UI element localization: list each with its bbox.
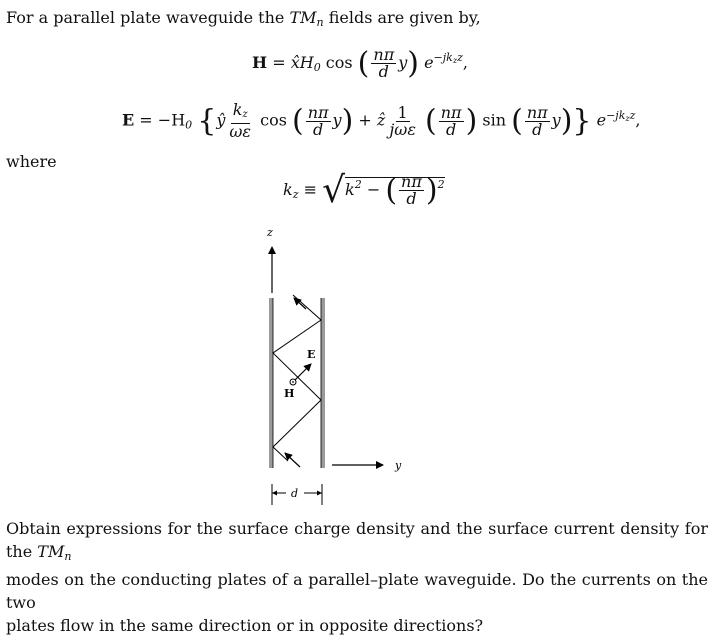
intro-suffix: fields are given by, xyxy=(323,8,481,27)
d-label: d xyxy=(291,487,299,500)
z-subscript: z xyxy=(242,109,248,120)
fraction-denominator: d xyxy=(378,62,389,81)
fraction-npi-d-1 xyxy=(306,102,331,139)
right-brace: } xyxy=(572,103,592,139)
equiv-sign: ≡ xyxy=(298,180,323,199)
denominator-3: d xyxy=(532,119,543,139)
intro-text xyxy=(6,8,481,29)
exp-power: −jk xyxy=(433,51,453,64)
fraction-1-jwe xyxy=(387,102,418,139)
numerator-3: nπ xyxy=(526,102,548,122)
y-variable: y xyxy=(551,110,561,130)
kz-subscript: z xyxy=(292,188,299,201)
equation-e xyxy=(122,102,640,140)
e-vector-symbol: E xyxy=(122,110,135,130)
e-label: E xyxy=(307,348,316,361)
left-paren: ( xyxy=(425,103,437,139)
exponent xyxy=(434,51,463,64)
tm-label: TM xyxy=(289,8,317,27)
right-paren: ) xyxy=(465,103,478,139)
yhat: ŷ xyxy=(216,110,226,130)
fraction-npi-d-2 xyxy=(439,102,464,139)
k-symbol: k xyxy=(232,100,243,119)
d-arrowhead-right xyxy=(317,491,322,496)
right-paren: ) xyxy=(425,173,438,208)
y-axis-label: y xyxy=(395,459,402,472)
k-symbol: k xyxy=(345,180,355,199)
fraction-npi-d-3 xyxy=(525,102,550,139)
left-plate xyxy=(269,298,273,468)
question-paragraph xyxy=(6,517,708,637)
ray-arrow-top xyxy=(294,298,306,309)
right-paren: ) xyxy=(341,103,354,139)
tm-subscript: n xyxy=(64,550,72,563)
comma: , xyxy=(462,53,468,72)
tm-label: TM xyxy=(37,542,65,561)
question-line-3: plates flow in the same direction or in opposite directions? xyxy=(6,616,484,635)
k-squared: 2 xyxy=(354,178,362,191)
right-plate xyxy=(321,298,325,468)
y-variable: y xyxy=(332,110,342,130)
intro-prefix: For a parallel plate waveguide the xyxy=(6,8,290,27)
h-field-center xyxy=(292,381,294,383)
cos-function: cos xyxy=(320,53,353,72)
exp-base: e xyxy=(596,110,607,130)
one-numerator: 1 xyxy=(397,102,408,122)
fraction-npi-d xyxy=(371,47,396,80)
h-vector-symbol: H xyxy=(252,53,268,72)
waveguide-figure xyxy=(248,225,418,510)
d-arrowhead-left xyxy=(272,491,277,496)
denominator-2: d xyxy=(446,119,457,139)
h0-subscript: 0 xyxy=(313,61,321,74)
right-paren: ) xyxy=(407,46,419,81)
numerator-2: nπ xyxy=(440,102,462,122)
denominator: d xyxy=(406,189,417,208)
xhat-h0: x̂H xyxy=(290,53,314,72)
numerator: nπ xyxy=(401,172,422,191)
exp-tail: z xyxy=(629,108,636,122)
y-variable: y xyxy=(398,53,408,72)
squared: 2 xyxy=(437,178,445,191)
exp-base: e xyxy=(424,53,434,72)
question-line-1-text: Obtain expressions for the surface charge density and the surface current density for the xyxy=(6,519,708,561)
e-field-arrow xyxy=(293,364,311,382)
comma: , xyxy=(635,110,641,130)
fraction-kz-we xyxy=(227,102,253,140)
left-paren: ( xyxy=(357,46,370,81)
kz-symbol: k xyxy=(283,180,293,199)
tm-subscript: n xyxy=(316,16,324,29)
z-axis-label: z xyxy=(267,226,273,239)
cos-function: cos xyxy=(255,110,287,130)
right-paren: ) xyxy=(560,103,573,139)
equals-sign: = xyxy=(267,53,291,72)
h-label: H xyxy=(284,387,295,400)
sin-function: sin xyxy=(477,110,506,130)
exp-subscript: z xyxy=(452,56,458,65)
denominator-1: d xyxy=(313,119,324,139)
sqrt-body xyxy=(345,172,445,208)
exp-subscript: z xyxy=(625,113,630,123)
exp-power: −jk xyxy=(606,108,626,122)
where-label: where xyxy=(6,152,57,171)
numerator-1: nπ xyxy=(307,102,329,122)
fraction-npi-d xyxy=(399,174,424,207)
exp-tail: z xyxy=(457,51,463,64)
minus-sign: − xyxy=(361,180,386,199)
equation-h xyxy=(252,46,468,81)
left-paren: ( xyxy=(292,103,304,139)
plus-zhat: + ẑ xyxy=(358,110,386,130)
exponent xyxy=(606,109,635,122)
left-brace: { xyxy=(197,103,217,139)
left-paren: ( xyxy=(385,173,398,208)
left-paren: ( xyxy=(511,103,523,139)
equation-kz xyxy=(283,170,445,211)
equals-minus-h: = −H xyxy=(134,110,186,130)
question-line-1 xyxy=(6,517,708,568)
question-line-2: modes on the conducting plates of a parallel–plate waveguide. Do the currents on the two xyxy=(6,570,708,612)
kz-numerator xyxy=(231,102,250,124)
h0-subscript: 0 xyxy=(185,118,193,132)
fraction-numerator: nπ xyxy=(373,45,395,64)
sqrt-sign: √ xyxy=(322,170,346,211)
we-denominator: ωε xyxy=(229,122,252,141)
jwe-denominator: jωε xyxy=(389,119,416,139)
